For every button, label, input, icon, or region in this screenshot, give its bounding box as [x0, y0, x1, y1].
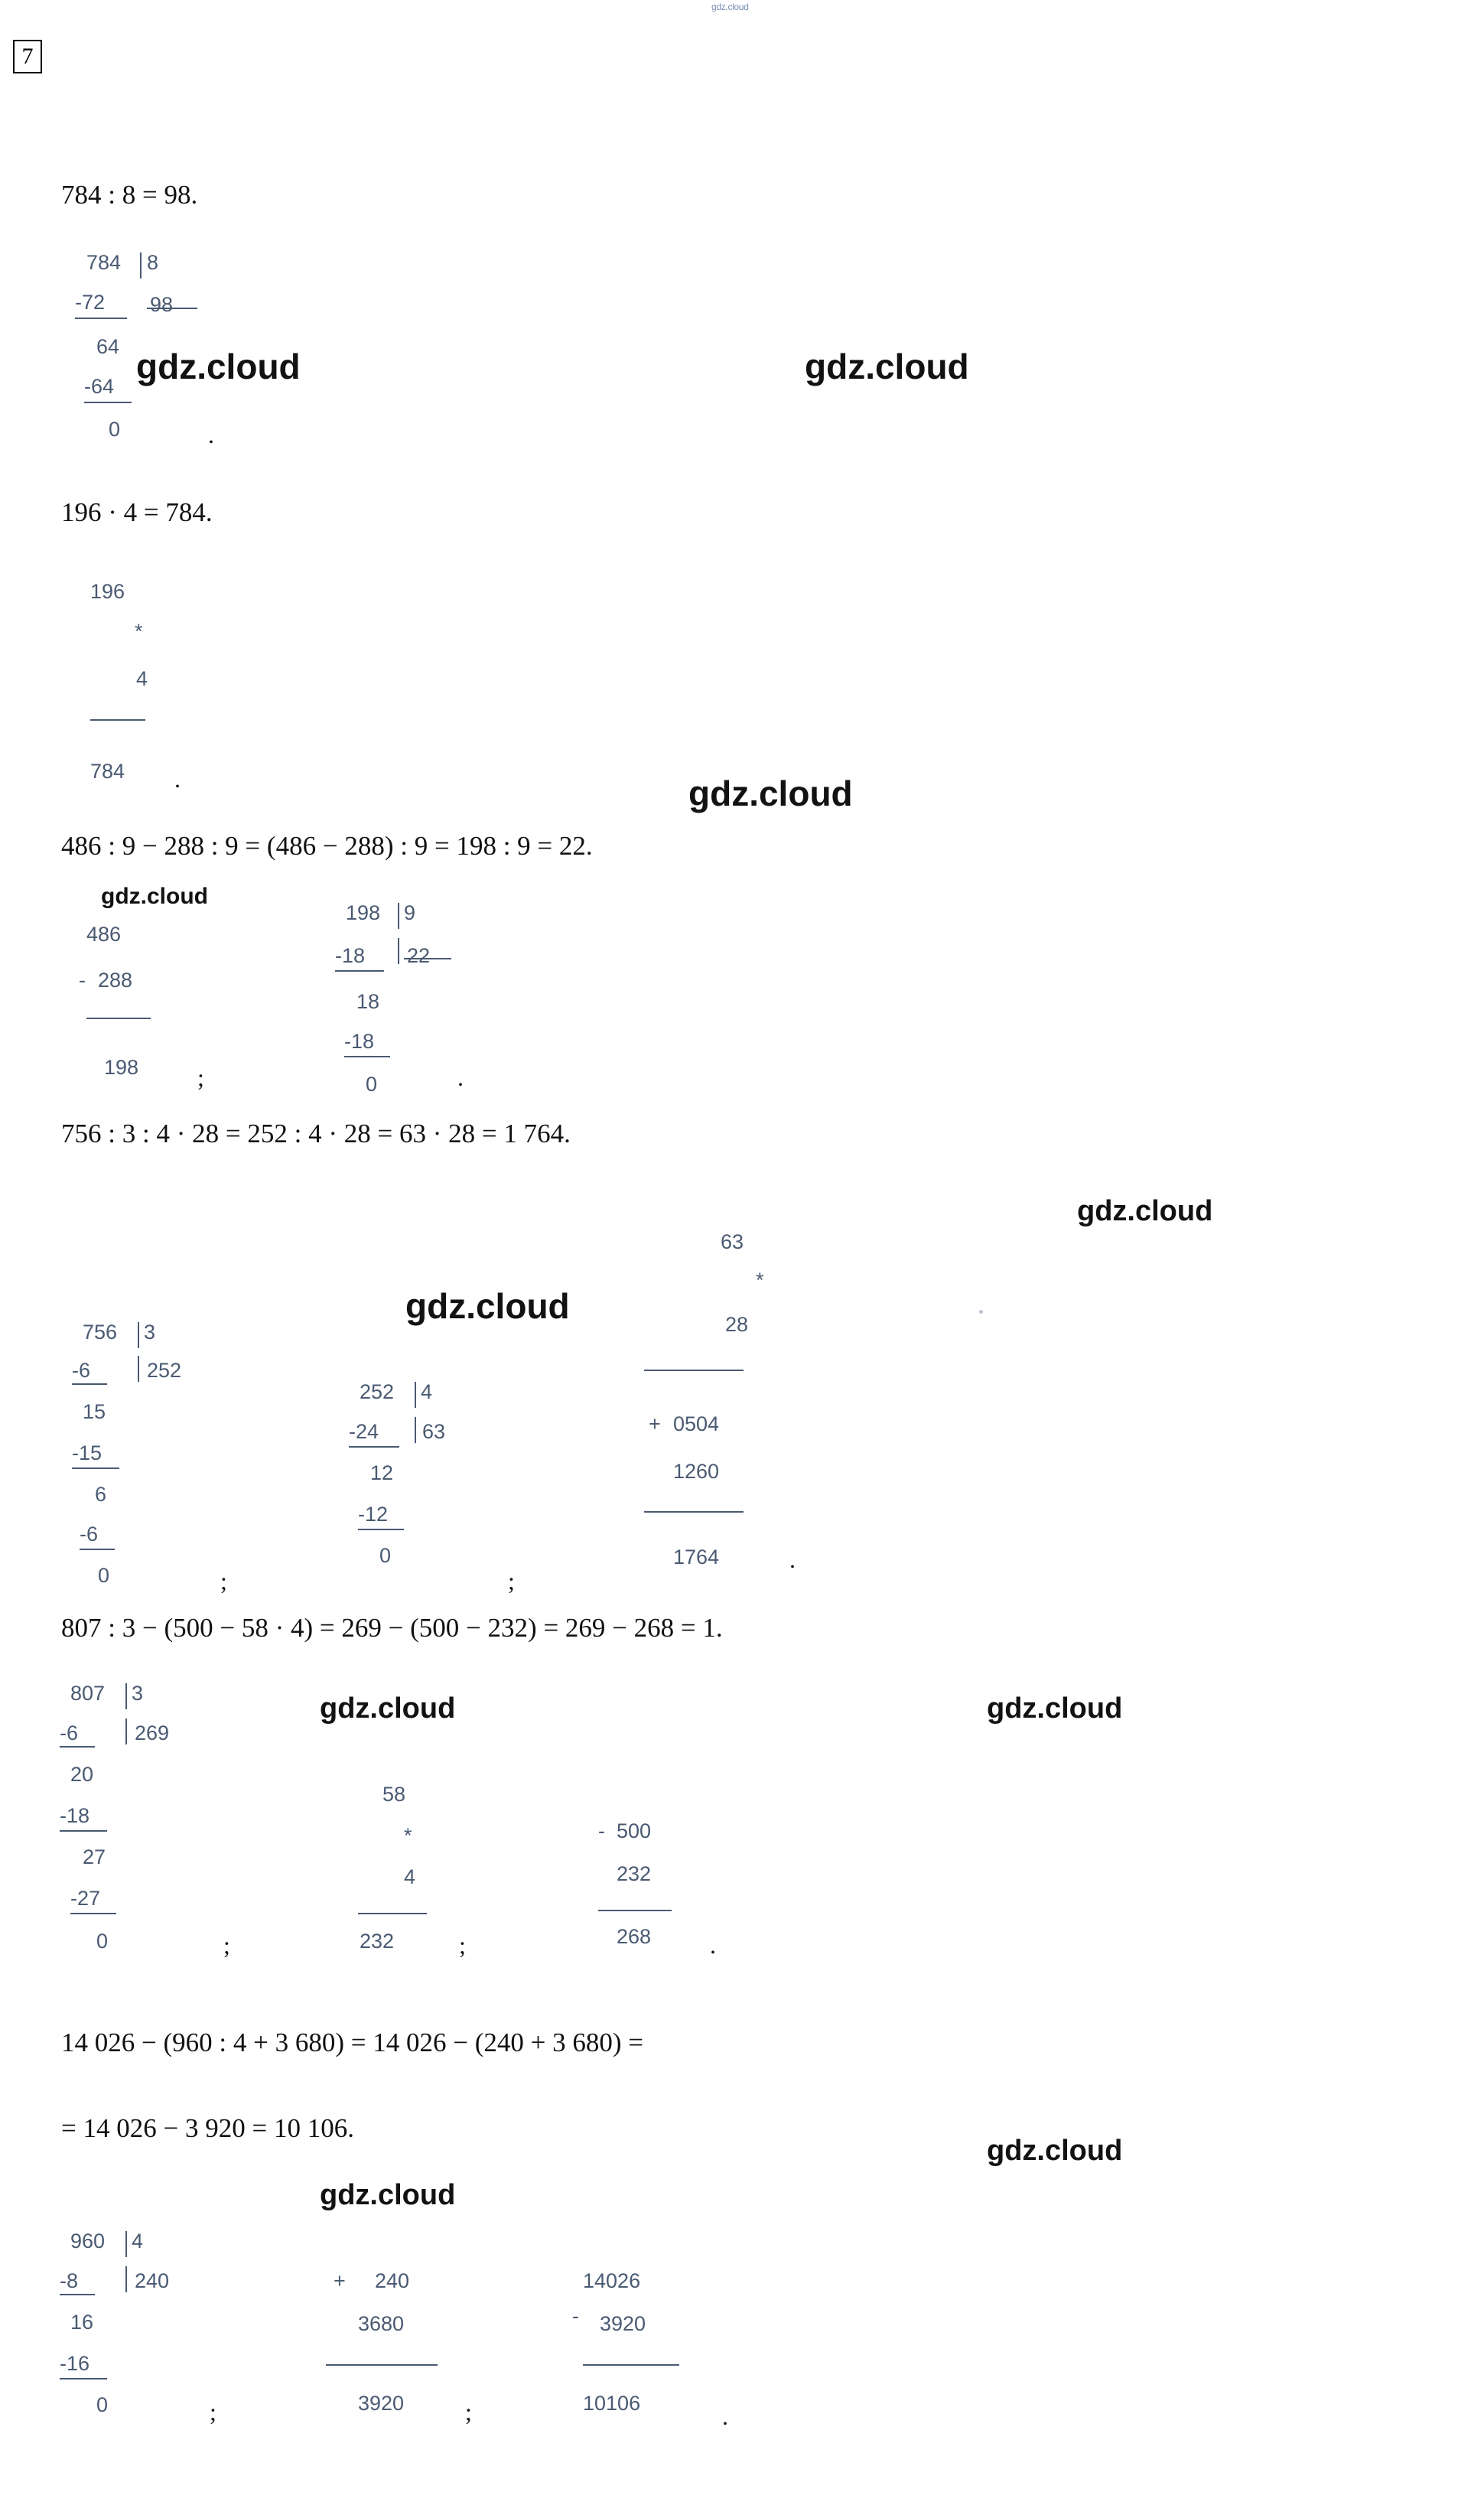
work-5a-rule3 [70, 1913, 116, 1914]
work-3a-b: 288 [98, 969, 133, 992]
work-6a-semicolon: ; [210, 2398, 216, 2425]
work-1-divisor: 8 [147, 251, 159, 274]
work-2-factor1: 196 [90, 580, 125, 603]
work-4b-quotient: 63 [422, 1420, 446, 1443]
work-5b-sign: * [404, 1824, 412, 1847]
work-5b-product: 232 [360, 1930, 395, 1953]
work-5b-semicolon: ; [459, 1931, 466, 1959]
work-6c-dot: . [722, 2402, 728, 2430]
work-1-rule2 [84, 402, 132, 403]
watermark-6: gdz.cloud [405, 1286, 570, 1326]
work-5a-vrule2 [125, 1718, 127, 1744]
work-5a-step5: -27 [70, 1887, 101, 1910]
work-6c-a: 14026 [583, 2269, 641, 2292]
work-3a-a: 486 [86, 923, 122, 946]
faint-dot [979, 1310, 983, 1314]
work-1-quotient: 98 [150, 293, 174, 316]
work-4c-rule2 [644, 1511, 744, 1513]
work-4a-quotient: 252 [147, 1359, 182, 1382]
work-4b-semicolon: ; [508, 1567, 515, 1595]
work-1-dividend: 784 [86, 251, 122, 274]
work-4a-step2: 15 [83, 1400, 106, 1423]
work-4c-p2: 1260 [673, 1460, 720, 1483]
work-4b-step2: 12 [370, 1461, 394, 1484]
work-3a-semicolon: ; [197, 1064, 204, 1091]
equation-4: 756 : 3 : 4 · 28 = 252 : 4 · 28 = 63 · 28 = 1 764. [61, 1119, 571, 1148]
work-6b-result: 3920 [358, 2392, 405, 2415]
work-3a-result: 198 [104, 1056, 139, 1079]
work-5a-quotient: 269 [135, 1722, 170, 1744]
work-4c-product: 1764 [673, 1546, 720, 1568]
work-3b-divisor: 9 [404, 901, 416, 924]
work-4a-rule1 [72, 1383, 107, 1385]
work-5c-a: 500 [617, 1819, 652, 1842]
work-5b-rule [358, 1913, 427, 1914]
work-5c-b: 232 [617, 1862, 652, 1885]
work-5b-factor1: 58 [382, 1783, 406, 1806]
watermark-4: gdz.cloud [101, 884, 208, 909]
work-6b-semicolon: ; [465, 2398, 472, 2425]
work-5a-dividend: 807 [70, 1682, 106, 1705]
work-3b-step3: -18 [344, 1030, 375, 1053]
watermark-3: gdz.cloud [688, 774, 853, 813]
work-5c-dot: . [710, 1931, 716, 1959]
work-3b-remainder: 0 [366, 1073, 378, 1096]
work-4a-remainder: 0 [98, 1564, 110, 1587]
work-4b-step3: -12 [358, 1503, 389, 1526]
watermark-5: gdz.cloud [1077, 1195, 1213, 1227]
work-6a-vrule2 [125, 2266, 127, 2292]
work-5a-step2: 20 [70, 1763, 94, 1786]
work-2-product: 784 [90, 760, 125, 783]
work-6a-step1: -8 [60, 2269, 79, 2292]
work-4b-remainder: 0 [379, 1544, 392, 1567]
work-6a-step3: -16 [60, 2352, 90, 2375]
work-4a-rule3 [80, 1549, 115, 1550]
work-3b-vrule2 [398, 938, 399, 964]
watermark-2: gdz.cloud [805, 347, 969, 386]
work-6c-sign: - [572, 2305, 579, 2327]
work-6a-rule1 [60, 2294, 95, 2295]
work-5a-rule1 [60, 1746, 95, 1748]
work-4a-vrule2 [138, 1356, 139, 1382]
work-4b-rule1 [349, 1446, 399, 1448]
work-4c-factor2: 28 [725, 1313, 749, 1336]
top-watermark: gdz.cloud [711, 2, 749, 12]
work-3b-vrule [398, 903, 399, 929]
work-4a-rule2 [72, 1467, 119, 1469]
work-5a-rule2 [60, 1830, 107, 1832]
work-4a-divisor: 3 [144, 1321, 156, 1344]
work-1-step1: -72 [75, 291, 106, 314]
work-5a-semicolon: ; [223, 1931, 230, 1959]
work-4b-vrule2 [415, 1417, 416, 1443]
work-4b-divisor: 4 [421, 1380, 433, 1403]
work-4a-step1: -6 [72, 1359, 91, 1382]
work-3b-step1: -18 [335, 944, 366, 967]
work-4b-vrule [415, 1382, 416, 1408]
work-4b-step1: -24 [349, 1420, 379, 1443]
work-2-sign: * [135, 620, 143, 643]
work-4c-plus: + [649, 1412, 661, 1435]
work-5a-step4: 27 [83, 1845, 106, 1868]
work-3b-dividend: 198 [346, 901, 381, 924]
work-1-step2: 64 [96, 335, 120, 358]
watermark-7: gdz.cloud [320, 1692, 456, 1725]
work-2-dot: . [174, 765, 181, 793]
work-3b-rule1 [335, 970, 384, 972]
work-1-step3: -64 [84, 375, 115, 398]
work-6a-quotient: 240 [135, 2269, 170, 2292]
work-6c-result: 10106 [583, 2392, 641, 2415]
work-3b-rule2 [344, 1056, 390, 1057]
equation-5: 807 : 3 − (500 − 58 · 4) = 269 − (500 − 232) = 269 − 268 = 1. [61, 1613, 723, 1643]
work-6c-rule [583, 2364, 679, 2366]
equation-1: 784 : 8 = 98. [61, 180, 198, 210]
work-1-rule1 [75, 318, 127, 319]
work-6a-remainder: 0 [96, 2393, 109, 2416]
equation-6a: 14 026 − (960 : 4 + 3 680) = 14 026 − (240 + 3 680) = [61, 2028, 644, 2057]
work-1-vrule [140, 252, 142, 279]
work-4a-step3: -15 [72, 1441, 103, 1464]
work-4c-dot: . [789, 1546, 796, 1573]
work-5a-step3: -18 [60, 1804, 90, 1827]
work-4a-step4: 6 [95, 1483, 107, 1506]
work-6b-plus: + [334, 2269, 346, 2292]
work-5a-divisor: 3 [132, 1682, 144, 1705]
watermark-1: gdz.cloud [136, 347, 301, 386]
equation-2: 196 · 4 = 784. [61, 497, 213, 527]
work-5a-step1: -6 [60, 1722, 79, 1744]
work-4b-rule2 [358, 1529, 404, 1530]
work-6a-divisor: 4 [132, 2230, 144, 2253]
watermark-9: gdz.cloud [987, 2135, 1123, 2167]
work-3b-step2: 18 [356, 990, 380, 1013]
work-4a-dividend: 756 [83, 1321, 118, 1344]
work-6b-b: 3680 [358, 2312, 405, 2335]
work-6a-rule2 [60, 2378, 107, 2380]
work-6b-rule [326, 2364, 438, 2366]
equation-6b: = 14 026 − 3 920 = 10 106. [61, 2113, 354, 2143]
work-1-dot: . [208, 421, 214, 448]
work-3b-dot: . [457, 1064, 464, 1091]
exercise-number-box: 7 [13, 40, 42, 73]
work-3a-rule [86, 1018, 151, 1019]
work-6a-vrule [125, 2231, 127, 2257]
equation-3: 486 : 9 − 288 : 9 = (486 − 288) : 9 = 198 : 9 = 22. [61, 831, 593, 861]
work-4c-rule1 [644, 1370, 744, 1371]
work-6a-dividend: 960 [70, 2230, 106, 2253]
work-4c-p1: 0504 [673, 1412, 720, 1435]
work-6b-a: 240 [375, 2269, 410, 2292]
work-2-factor2: 4 [136, 667, 148, 690]
work-6c-b: 3920 [600, 2312, 646, 2335]
work-5c-result: 268 [617, 1925, 652, 1948]
work-4a-vrule [138, 1322, 139, 1348]
work-3b-quotient: 22 [407, 944, 431, 967]
watermark-10: gdz.cloud [320, 2179, 456, 2211]
work-5c-rule [598, 1910, 672, 1911]
work-4c-factor1: 63 [721, 1230, 744, 1253]
work-5a-vrule [125, 1683, 127, 1709]
work-4a-semicolon: ; [220, 1567, 227, 1595]
watermark-8: gdz.cloud [987, 1692, 1123, 1725]
work-4b-dividend: 252 [360, 1380, 395, 1403]
work-5b-factor2: 4 [404, 1865, 416, 1888]
work-6a-step2: 16 [70, 2311, 94, 2334]
work-4a-step5: -6 [80, 1523, 99, 1546]
work-5a-remainder: 0 [96, 1930, 109, 1953]
work-3a-sign: - [79, 969, 86, 992]
work-5c-sign: - [598, 1819, 605, 1842]
work-1-remainder: 0 [109, 418, 121, 441]
work-2-rule [90, 719, 145, 721]
work-4c-sign: * [756, 1269, 764, 1292]
